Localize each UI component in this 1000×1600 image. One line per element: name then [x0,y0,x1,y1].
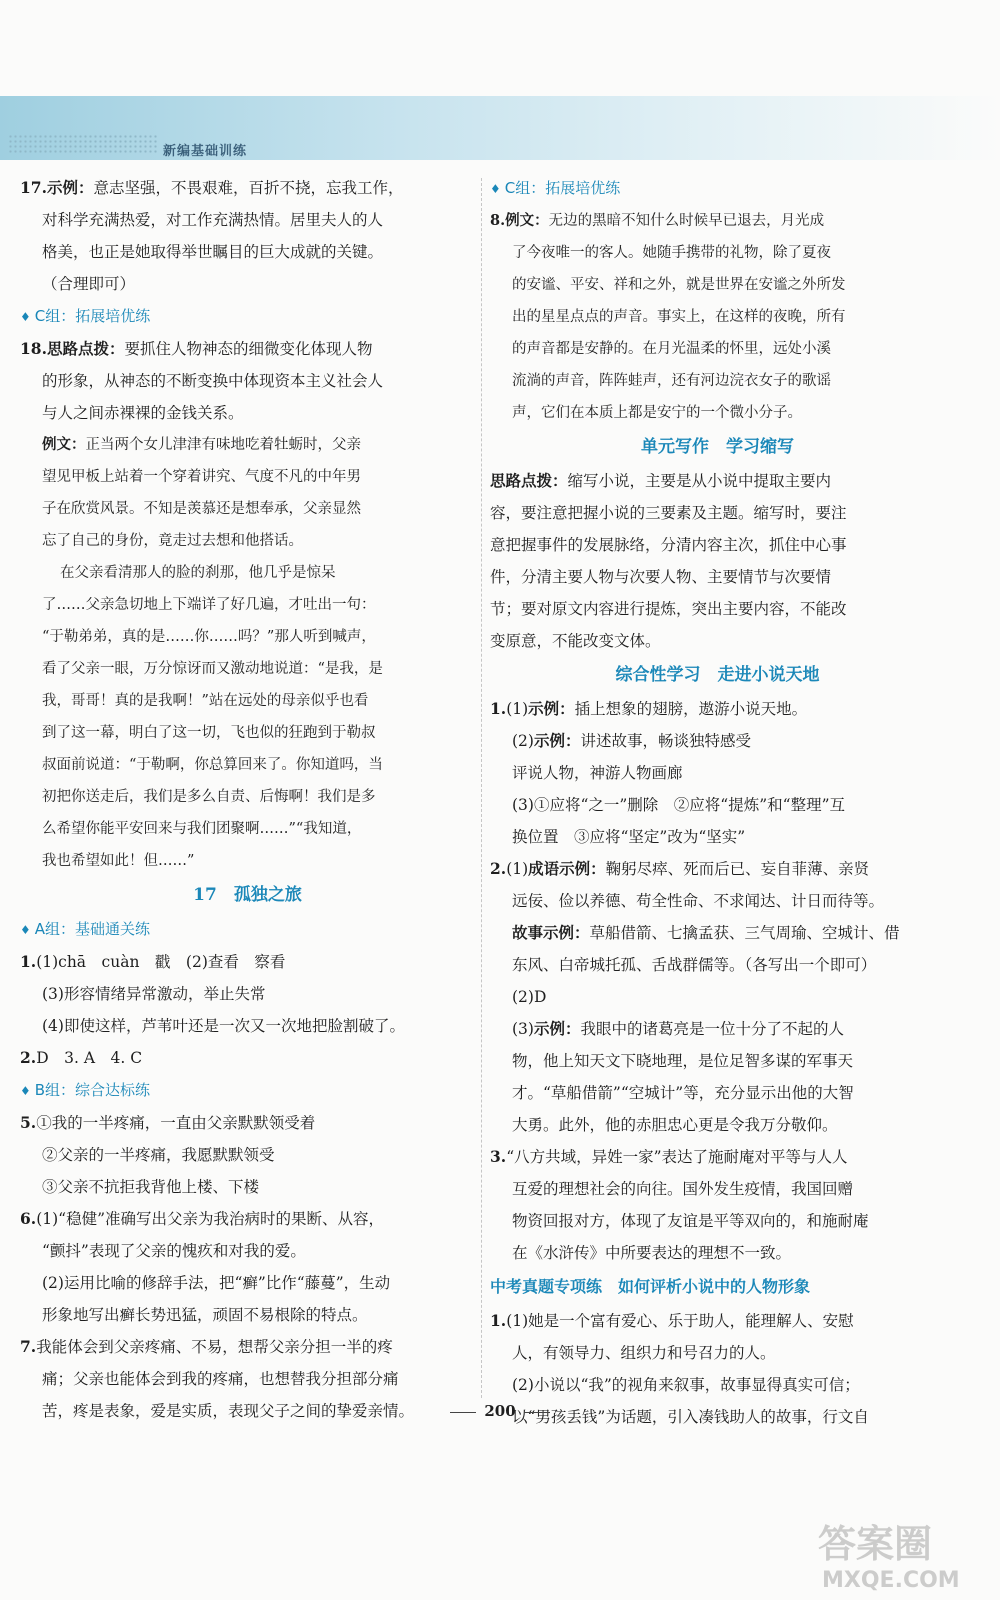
line-text: 初把你送走后，我们是多么自责、后悔啊！我们是多 [42,789,376,805]
line-text: 格美，也正是她取得举世瞩目的巨大成就的关键。 [42,243,384,261]
text-line [20,685,475,717]
line-text: 容，要注意把握小说的三要素及主题。缩写时，要注 [490,504,847,522]
text-line [20,845,475,877]
line-text: 以“男孩丢钱”为话题，引入凑钱助人的故事，行文自 [512,1408,869,1426]
line-text: “于勒弟弟，真的是……你……吗？”那人听到喊声， [42,629,376,645]
line-text: ①我的一半疼痛，一直由父亲默默领受着 [36,1114,316,1132]
line-text: 苦，疼是表象，爱是实质，表现父子之间的挚爱亲情。 [42,1402,415,1420]
diamond-icon: ♦ [490,182,501,196]
line-text: 正当两个女儿津津有味地吃着牡蛎时，父亲 [85,437,361,453]
line-text: (3)形容情绪异常激动，举止失常 [42,985,266,1003]
section-title: 综合性学习 走进小说天地 [615,665,820,685]
label-bold: 思路点拨： [490,471,568,490]
text-line [490,725,945,757]
item-number: 1. [490,1311,507,1330]
watermark-text: 答案圈 [818,1522,933,1566]
text-line [490,949,945,981]
right-column [490,172,945,1433]
section-title: 中考真题专项练 如何评析小说中的人物形象 [490,1277,811,1296]
line-text: 的安谧、平安、祥和之外，就是世界在安谧之外所发 [512,277,846,293]
line-text: “颤抖”表现了父亲的愧疚和对我的爱。 [42,1242,306,1260]
text-line [20,429,475,461]
group-heading [20,913,475,946]
line-text: (2)运用比喻的修辞手法，把“癣”比作“藤蔓”，生动 [42,1274,391,1292]
line-text: 我，哥哥！真的是我啊！”站在远处的母亲似乎也看 [42,693,369,709]
line-text: 才。“草船借箭”“空城计”等，充分显示出他的大智 [512,1084,854,1102]
text-line [490,981,945,1013]
line-text: (1)她是一个富有爱心、乐于助人，能理解人、安慰 [506,1312,854,1330]
text-line [20,1203,475,1235]
page-number-dash-left [450,1412,476,1413]
line-text: 讲述故事，畅谈独特感受 [580,732,751,750]
line-text: (1) [506,860,529,878]
line-text: 看了父亲一眼，万分惊讶而又激动地说道：“是我，是 [42,661,383,677]
line-text: 子在欣赏风景。不知是羡慕还是想奉承，父亲显然 [42,501,361,517]
line-text: 出的星星点点的声音。事实上，在这样的夜晚，所有 [512,309,846,325]
text-line [20,557,475,589]
text-line [20,1235,475,1267]
line-text: (3) [512,1020,534,1038]
line-text: ③父亲不抗拒我背他上楼、下楼 [42,1178,260,1196]
text-line [490,561,945,593]
text-line [490,333,945,365]
line-text: 在《水浒传》中所要表达的理想不一致。 [512,1244,792,1262]
item-number: 3. [490,1147,507,1166]
line-text: 了今夜唯一的客人。她随手携带的礼物，除了夏夜 [512,245,831,261]
line-text: 互爱的理想社会的向往。国外发生疫情，我国回赠 [512,1180,854,1198]
label-bold: 故事示例： [512,923,590,942]
text-line [490,1013,945,1045]
line-text: D 3. A 4. C [36,1049,143,1067]
left-column [20,172,475,1427]
item-number: 1. [20,952,37,971]
line-text: 对科学充满热爱，对工作充满热情。居里夫人的人 [42,211,384,229]
line-text: 大勇。此外，他的赤胆忠心更是令我万分敬仰。 [512,1116,838,1134]
text-line [20,1139,475,1171]
text-line [20,813,475,845]
line-text: (4)即使这样，芦苇叶还是一次又一次地把脸割破了。 [42,1017,405,1035]
text-line [490,465,945,497]
line-text: 换位置 ③应将“坚定”改为“坚实” [512,828,746,846]
text-line [20,333,475,365]
label-bold: 示例： [533,1019,581,1038]
line-text: 的声音都是安静的。在月光温柔的怀里，远处小溪 [512,341,831,357]
text-line [20,204,475,236]
text-line [20,653,475,685]
text-line [20,1010,475,1042]
watermark-url: MXQE.COM [822,1568,960,1593]
line-text: 变原意，不能改变文体。 [490,632,661,650]
page-number [0,1402,1000,1420]
text-line [490,1305,945,1337]
text-line [490,301,945,333]
text-line [20,397,475,429]
label-bold: 示例： [533,731,581,750]
text-line [490,885,945,917]
header-title: 新编基础训练 [163,144,248,159]
text-line [490,821,945,853]
text-line [490,269,945,301]
line-text: 在父亲看清那人的脸的刹那，他几乎是惊呆 [60,565,336,581]
text-line [490,757,945,789]
text-line [490,1369,945,1401]
text-line [20,621,475,653]
diamond-icon: ♦ [20,310,31,324]
text-line [20,1171,475,1203]
text-line [20,589,475,621]
text-line [490,365,945,397]
page-number-text: 200 [484,1402,516,1420]
line-text: 要抓住人物神态的细微变化体现人物 [124,340,373,358]
item-number: 1. [490,699,507,718]
line-text: 东风、白帝城托孤、舌战群儒等。（各写出一个即可） [512,956,877,974]
text-line [20,172,475,204]
line-text: (1)chā cuàn 戳 (2)查看 察看 [36,953,286,971]
line-text: 人，有领导力、组织力和号召力的人。 [512,1344,776,1362]
line-text: 意把握事件的发展脉络，分清内容主次，抓住中心事 [490,536,847,554]
label-bold: 例文： [505,212,549,229]
diamond-icon: ♦ [20,923,31,937]
text-line [490,625,945,657]
label-bold: 思路点拨： [46,339,125,358]
label-bold: 成语示例： [528,859,606,878]
group-heading-label: B组：综合达标练 [34,1081,151,1099]
text-line [20,461,475,493]
label-bold: 示例： [46,178,94,197]
text-line [490,397,945,429]
text-line [490,853,945,885]
line-text: 我能体会到父亲疼痛、不易，想帮父亲分担一半的疼 [36,1338,393,1356]
text-line [20,493,475,525]
text-line [20,268,475,300]
text-line [490,1109,945,1141]
line-text: 流淌的声音，阵阵蛙声，还有河边浣衣女子的歌谣 [512,373,831,389]
group-heading-label: C组：拓展培优练 [34,307,151,325]
column-divider [481,178,482,1398]
text-line [490,1141,945,1173]
item-number: 8. [490,212,506,229]
text-line [20,1331,475,1363]
text-line [20,717,475,749]
text-line [20,946,475,978]
line-text: 望见甲板上站着一个穿着讲究、气度不凡的中年男 [42,469,361,485]
item-number: 17. [20,178,47,197]
text-line [490,1173,945,1205]
text-line [20,365,475,397]
line-text: 评说人物，神游人物画廊 [512,764,683,782]
line-text: 我也希望如此！但……” [42,853,195,869]
line-text: 远佞、俭以养德、苟全性命、不求闻达、计日而待等。 [512,892,885,910]
text-line [20,1042,475,1074]
item-number: 2. [490,859,507,878]
line-text: 缩写小说，主要是从小说中提取主要内 [567,472,832,490]
text-line [20,749,475,781]
label-bold: 例文： [42,436,86,453]
text-line [490,497,945,529]
line-text: (2)小说以“我”的视角来叙事，故事显得真实可信； [512,1376,860,1394]
item-number: 5. [20,1113,37,1132]
group-heading-label: C组：拓展培优练 [504,179,621,197]
text-line [20,525,475,557]
text-line [490,1045,945,1077]
text-line [20,1299,475,1331]
line-text: 的形象，从神态的不断变换中体现资本主义社会人 [42,372,384,390]
text-line [490,1205,945,1237]
line-text: 件，分清主要人物与次要人物、主要情节与次要情 [490,568,832,586]
header-dot-pattern [8,134,158,154]
text-line [20,978,475,1010]
text-line [490,917,945,949]
text-line [490,1077,945,1109]
text-line [490,593,945,625]
text-line [20,781,475,813]
line-text: 意志坚强，不畏艰难，百折不挠，忘我工作， [93,179,404,197]
line-text: “八方共域，异姓一家”表达了施耐庵对平等与人人 [506,1148,848,1166]
group-heading-label: A组：基础通关练 [34,920,151,938]
label-bold: 示例： [528,699,575,718]
line-text: 叔面前说道：“于勒啊，你总算回来了。你知道吗，当 [42,757,383,773]
section-title: 单元写作 学习缩写 [641,437,794,457]
text-line [490,1237,945,1269]
line-text: 到了这一幕，明白了这一切，飞也似的狂跑到于勒叔 [42,725,376,741]
text-line [490,789,945,821]
text-line [490,205,945,237]
line-text: ②父亲的一半疼痛，我愿默默领受 [42,1146,275,1164]
text-line [490,237,945,269]
item-number: 6. [20,1209,37,1228]
group-heading [20,300,475,333]
line-text: (1) [506,700,529,718]
item-number: 7. [20,1337,37,1356]
line-text: 物，他上知天文下晓地理，是位足智多谋的军事天 [512,1052,854,1070]
line-text: 我眼中的诸葛亮是一位十分了不起的人 [580,1020,844,1038]
line-text: 忘了自己的身份，竟走过去想和他搭话。 [42,533,303,549]
text-line [20,1107,475,1139]
text-line [20,1363,475,1395]
line-text: 草船借箭、七擒孟获、三气周瑜、空城计、借 [589,924,900,942]
line-text: 声，它们在本质上都是安宁的一个微小分子。 [512,405,802,421]
group-heading [490,172,945,205]
text-line [490,1337,945,1369]
diamond-icon: ♦ [20,1084,31,1098]
line-text: (1)“稳健”准确写出父亲为我治病时的果断、从容， [36,1210,384,1228]
item-number: 18. [20,339,47,358]
line-text: 物资回报对方，体现了友谊是平等双向的，和施耐庵 [512,1212,869,1230]
page-number-dash-right [524,1412,550,1413]
text-line [490,693,945,725]
text-line [490,529,945,561]
line-text: 么希望你能平安回来与我们团聚啊……”“我知道， [42,821,362,837]
line-text: 无边的黑暗不知什么时候早已退去，月光成 [548,213,825,229]
line-text: (2) [512,732,534,750]
line-text: (3)①应将“之一”删除 ②应将“提炼”和“整理”互 [512,796,846,814]
watermark-logo [812,1513,992,1593]
line-text: 与人之间赤裸裸的金钱关系。 [42,404,244,422]
line-text: 痛；父亲也能体会到我的疼痛，也想替我分担部分痛 [42,1370,399,1388]
line-text: 了……父亲急切地上下端详了好几遍，才吐出一句： [42,597,376,613]
line-text: 鞠躬尽瘁、死而后已、妄自菲薄、亲贤 [605,860,870,878]
line-text: 插上想象的翅膀，遨游小说天地。 [574,700,808,718]
group-heading [20,1074,475,1107]
section-title: 17 孤独之旅 [193,885,302,905]
text-line [20,1267,475,1299]
item-number: 2. [20,1048,37,1067]
text-line [20,236,475,268]
line-text: (2)D [512,988,547,1006]
line-text: （合理即可） [42,275,136,293]
line-text: 形象地写出癣长势迅猛，顽固不易根除的特点。 [42,1306,368,1324]
line-text: 节；要对原文内容进行提炼，突出主要内容，不能改 [490,600,847,618]
